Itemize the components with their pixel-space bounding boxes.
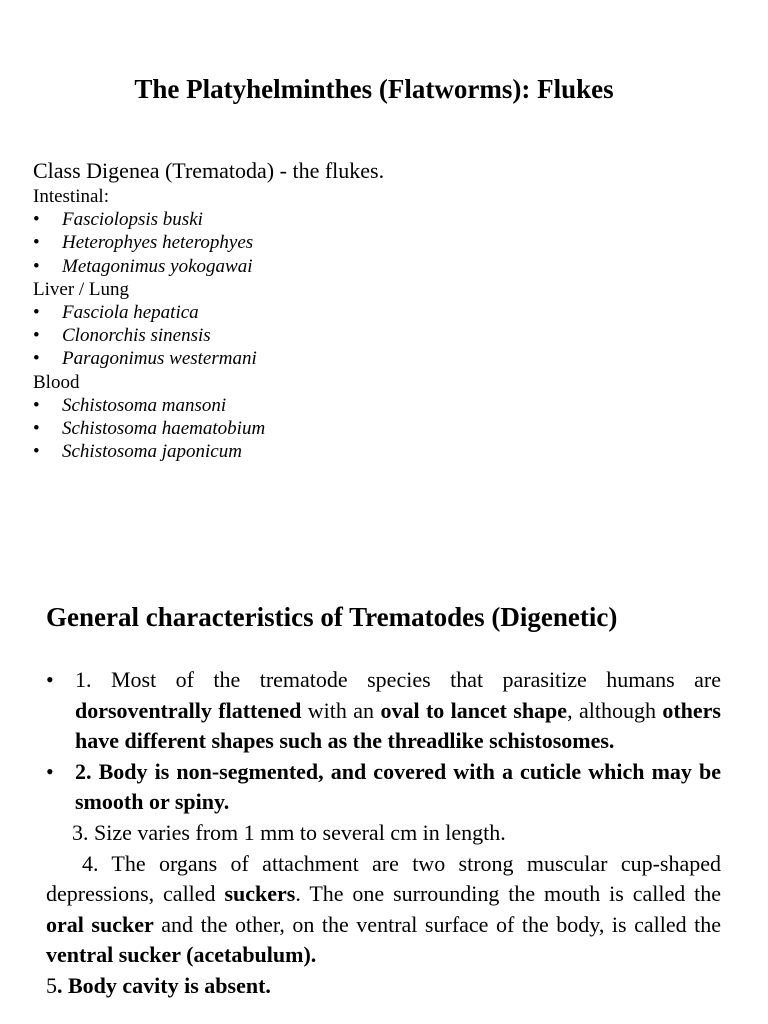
list-item <box>33 301 265 324</box>
species-name: Schistosoma japonicum <box>62 441 242 463</box>
list-item <box>33 231 265 254</box>
list-item <box>33 255 265 278</box>
species-name: Schistosoma haematobium <box>62 418 266 440</box>
species-name: Schistosoma mansoni <box>62 394 227 416</box>
characteristic-text: 3. Size varies from 1 mm to several cm in length. <box>72 819 506 845</box>
species-name: Heterophyes heterophyes <box>62 232 254 254</box>
bullet-icon: • <box>33 232 40 254</box>
class-heading: Class Digenea (Trematoda) - the flukes. <box>33 158 385 183</box>
group-label-liver-lung: Liver / Lung <box>33 278 130 300</box>
list-item <box>46 757 721 818</box>
bullet-icon: • <box>33 441 40 463</box>
species-name: Clonorchis sinensis <box>62 325 211 347</box>
bullet-icon: • <box>46 758 54 784</box>
group-label-intestinal: Intestinal: <box>33 186 109 207</box>
bullet-icon: • <box>46 667 54 692</box>
bullet-icon: • <box>33 418 40 440</box>
characteristic-text: 2. Body is non-segmented, and covered with a cuticle which may be smooth or spiny. <box>75 758 721 815</box>
list-item <box>33 394 265 417</box>
characteristic-text: 4. The organs of attachment are two strong muscular cup-shaped depressions, called suckers. The one surrounding the mouth is called the oral sucker and the other, on the ventral surface of the body, is called the ventral sucker (acetabulum). <box>46 850 722 968</box>
bullet-icon: • <box>33 209 40 231</box>
bullet-icon: • <box>33 394 40 416</box>
bullet-icon: • <box>33 325 40 347</box>
list-item <box>33 440 265 463</box>
page-title: The Platyhelminthes (Flatworms): Flukes <box>134 74 614 104</box>
list-item <box>33 208 265 231</box>
bullet-icon: • <box>33 302 40 324</box>
list-item <box>33 417 265 440</box>
species-name: Fasciolopsis buski <box>62 209 203 231</box>
section-heading: General characteristics of Trematodes (Digenetic) <box>46 602 618 632</box>
bullet-icon: • <box>33 348 40 370</box>
species-name: Paragonimus westermani <box>62 348 257 370</box>
list-item <box>33 324 265 347</box>
characteristic-text: 5. Body cavity is absent. <box>46 972 271 998</box>
bullet-icon: • <box>33 255 40 277</box>
list-item <box>33 347 265 370</box>
characteristics-list <box>46 665 721 1002</box>
species-name: Metagonimus yokogawai <box>62 255 253 277</box>
fluke-species-list <box>33 185 265 463</box>
group-label-blood: Blood <box>33 371 80 393</box>
list-item <box>46 665 721 757</box>
species-name: Fasciola hepatica <box>62 302 199 324</box>
characteristic-text: 1. Most of the trematode species that parasitize humans are dorsoventrally flattened with an oval to lancet shape, although others have different shapes such as the threadlike schistosomes. <box>75 667 721 754</box>
